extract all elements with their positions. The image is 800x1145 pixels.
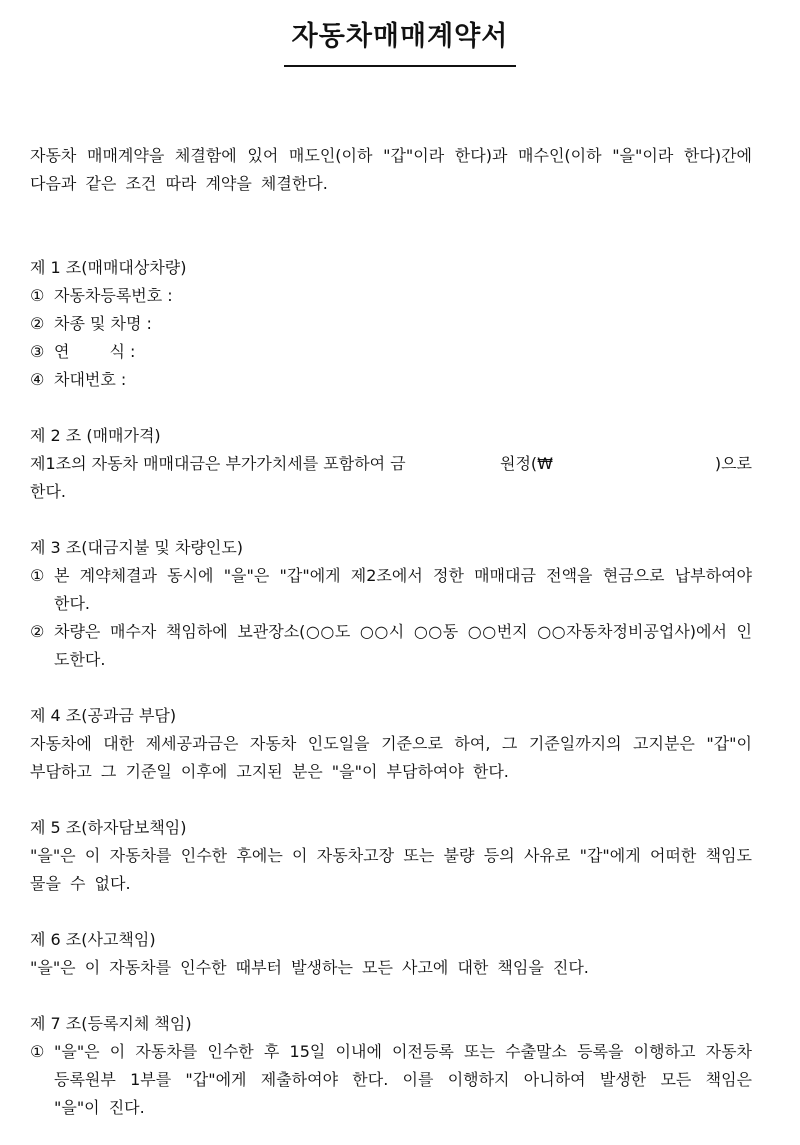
article-7 — [30, 1010, 752, 1122]
price-suffix: )으로 — [714, 454, 752, 473]
article-1-heading: 제 1 조(매매대상차량) — [30, 258, 187, 277]
item-text: "을"은 이 자동차를 인수한 후 15일 이내에 이전등록 또는 수출말소 등록을 이행하고 자동차등록원부 1부를 "갑"에게 제출하여야 한다. 이를 이행하지 아니하여 발생한 모든 책임은 "을"이 진다. — [54, 1042, 752, 1117]
item-text: 차종 및 차명 : — [54, 314, 152, 333]
article-2-heading: 제 2 조 (매매가격) — [30, 426, 161, 445]
price-amount-blank — [553, 450, 650, 478]
article-7-item-1 — [30, 1038, 752, 1122]
intro-paragraph: 자동차 매매계약을 체결함에 있어 매도인(이하 "갑"이라 한다)과 매수인(이하 "을"이라 한다)간에 다음과 같은 조건 따라 계약을 체결한다. — [30, 146, 752, 193]
document-title: 자동차매매계약서 — [284, 14, 516, 67]
article-5-text: "을"은 이 자동차를 인수한 후에는 이 자동차고장 또는 불량 등의 사유로 "갑"에게 어떠한 책임도 물을 수 없다. — [30, 846, 752, 893]
item-text: 본 계약체결과 동시에 "을"은 "갑"에게 제2조에서 정한 매매대금 전액을 현금으로 납부하여야 한다. — [54, 566, 752, 613]
price-text: 제1조의 자동차 매매대금은 부가가치세를 포함하여 금 — [30, 454, 406, 473]
article-5 — [30, 814, 752, 898]
article-1-item-3 — [30, 338, 752, 366]
price-line-end: 한다. — [30, 482, 66, 501]
document-body — [30, 142, 752, 1122]
article-4 — [30, 702, 752, 786]
price-won-label: 원정(₩ — [500, 454, 553, 473]
article-7-heading: 제 7 조(등록지체 책임) — [30, 1014, 192, 1033]
article-3-item-2 — [30, 618, 752, 674]
item-number: ② — [30, 314, 45, 333]
item-text: 차량은 매수자 책임하에 보관장소(○○도 ○○시 ○○동 ○○번지 ○○자동차정비공업사)에서 인도한다. — [54, 622, 752, 669]
item-number: ① — [30, 1042, 45, 1061]
article-1-item-2 — [30, 310, 752, 338]
item-number: ④ — [30, 370, 45, 389]
article-4-heading: 제 4 조(공과금 부담) — [30, 706, 177, 725]
item-text-year: 연 — [54, 342, 70, 361]
item-number: ① — [30, 566, 45, 585]
article-1 — [30, 254, 752, 394]
article-4-text: 자동차에 대한 제세공과금은 자동차 인도일을 기준으로 하여, 그 기준일까지의 고지분은 "갑"이 부담하고 그 기준일 이후에 고지된 분은 "을"이 부담하여야 한다. — [30, 734, 752, 781]
article-1-item-4 — [30, 366, 752, 394]
item-number: ① — [30, 286, 45, 305]
article-6-text: "을"은 이 자동차를 인수한 때부터 발생하는 모든 사고에 대한 책임을 진다. — [30, 958, 589, 977]
article-5-heading: 제 5 조(하자담보책임) — [30, 818, 187, 837]
article-3-heading: 제 3 조(대금지불 및 차량인도) — [30, 538, 244, 557]
item-number: ③ — [30, 342, 45, 361]
article-3 — [30, 534, 752, 674]
item-text-year-suffix: 식 : — [109, 342, 136, 361]
article-6 — [30, 926, 752, 982]
article-1-item-1 — [30, 282, 752, 310]
article-2 — [30, 422, 752, 506]
item-text: 차대번호 : — [54, 370, 127, 389]
item-text: 자동차등록번호 : — [54, 286, 173, 305]
article-6-heading: 제 6 조(사고책임) — [30, 930, 156, 949]
item-number: ② — [30, 622, 45, 641]
price-line — [30, 450, 752, 478]
title-block — [0, 14, 800, 67]
article-3-item-1 — [30, 562, 752, 618]
